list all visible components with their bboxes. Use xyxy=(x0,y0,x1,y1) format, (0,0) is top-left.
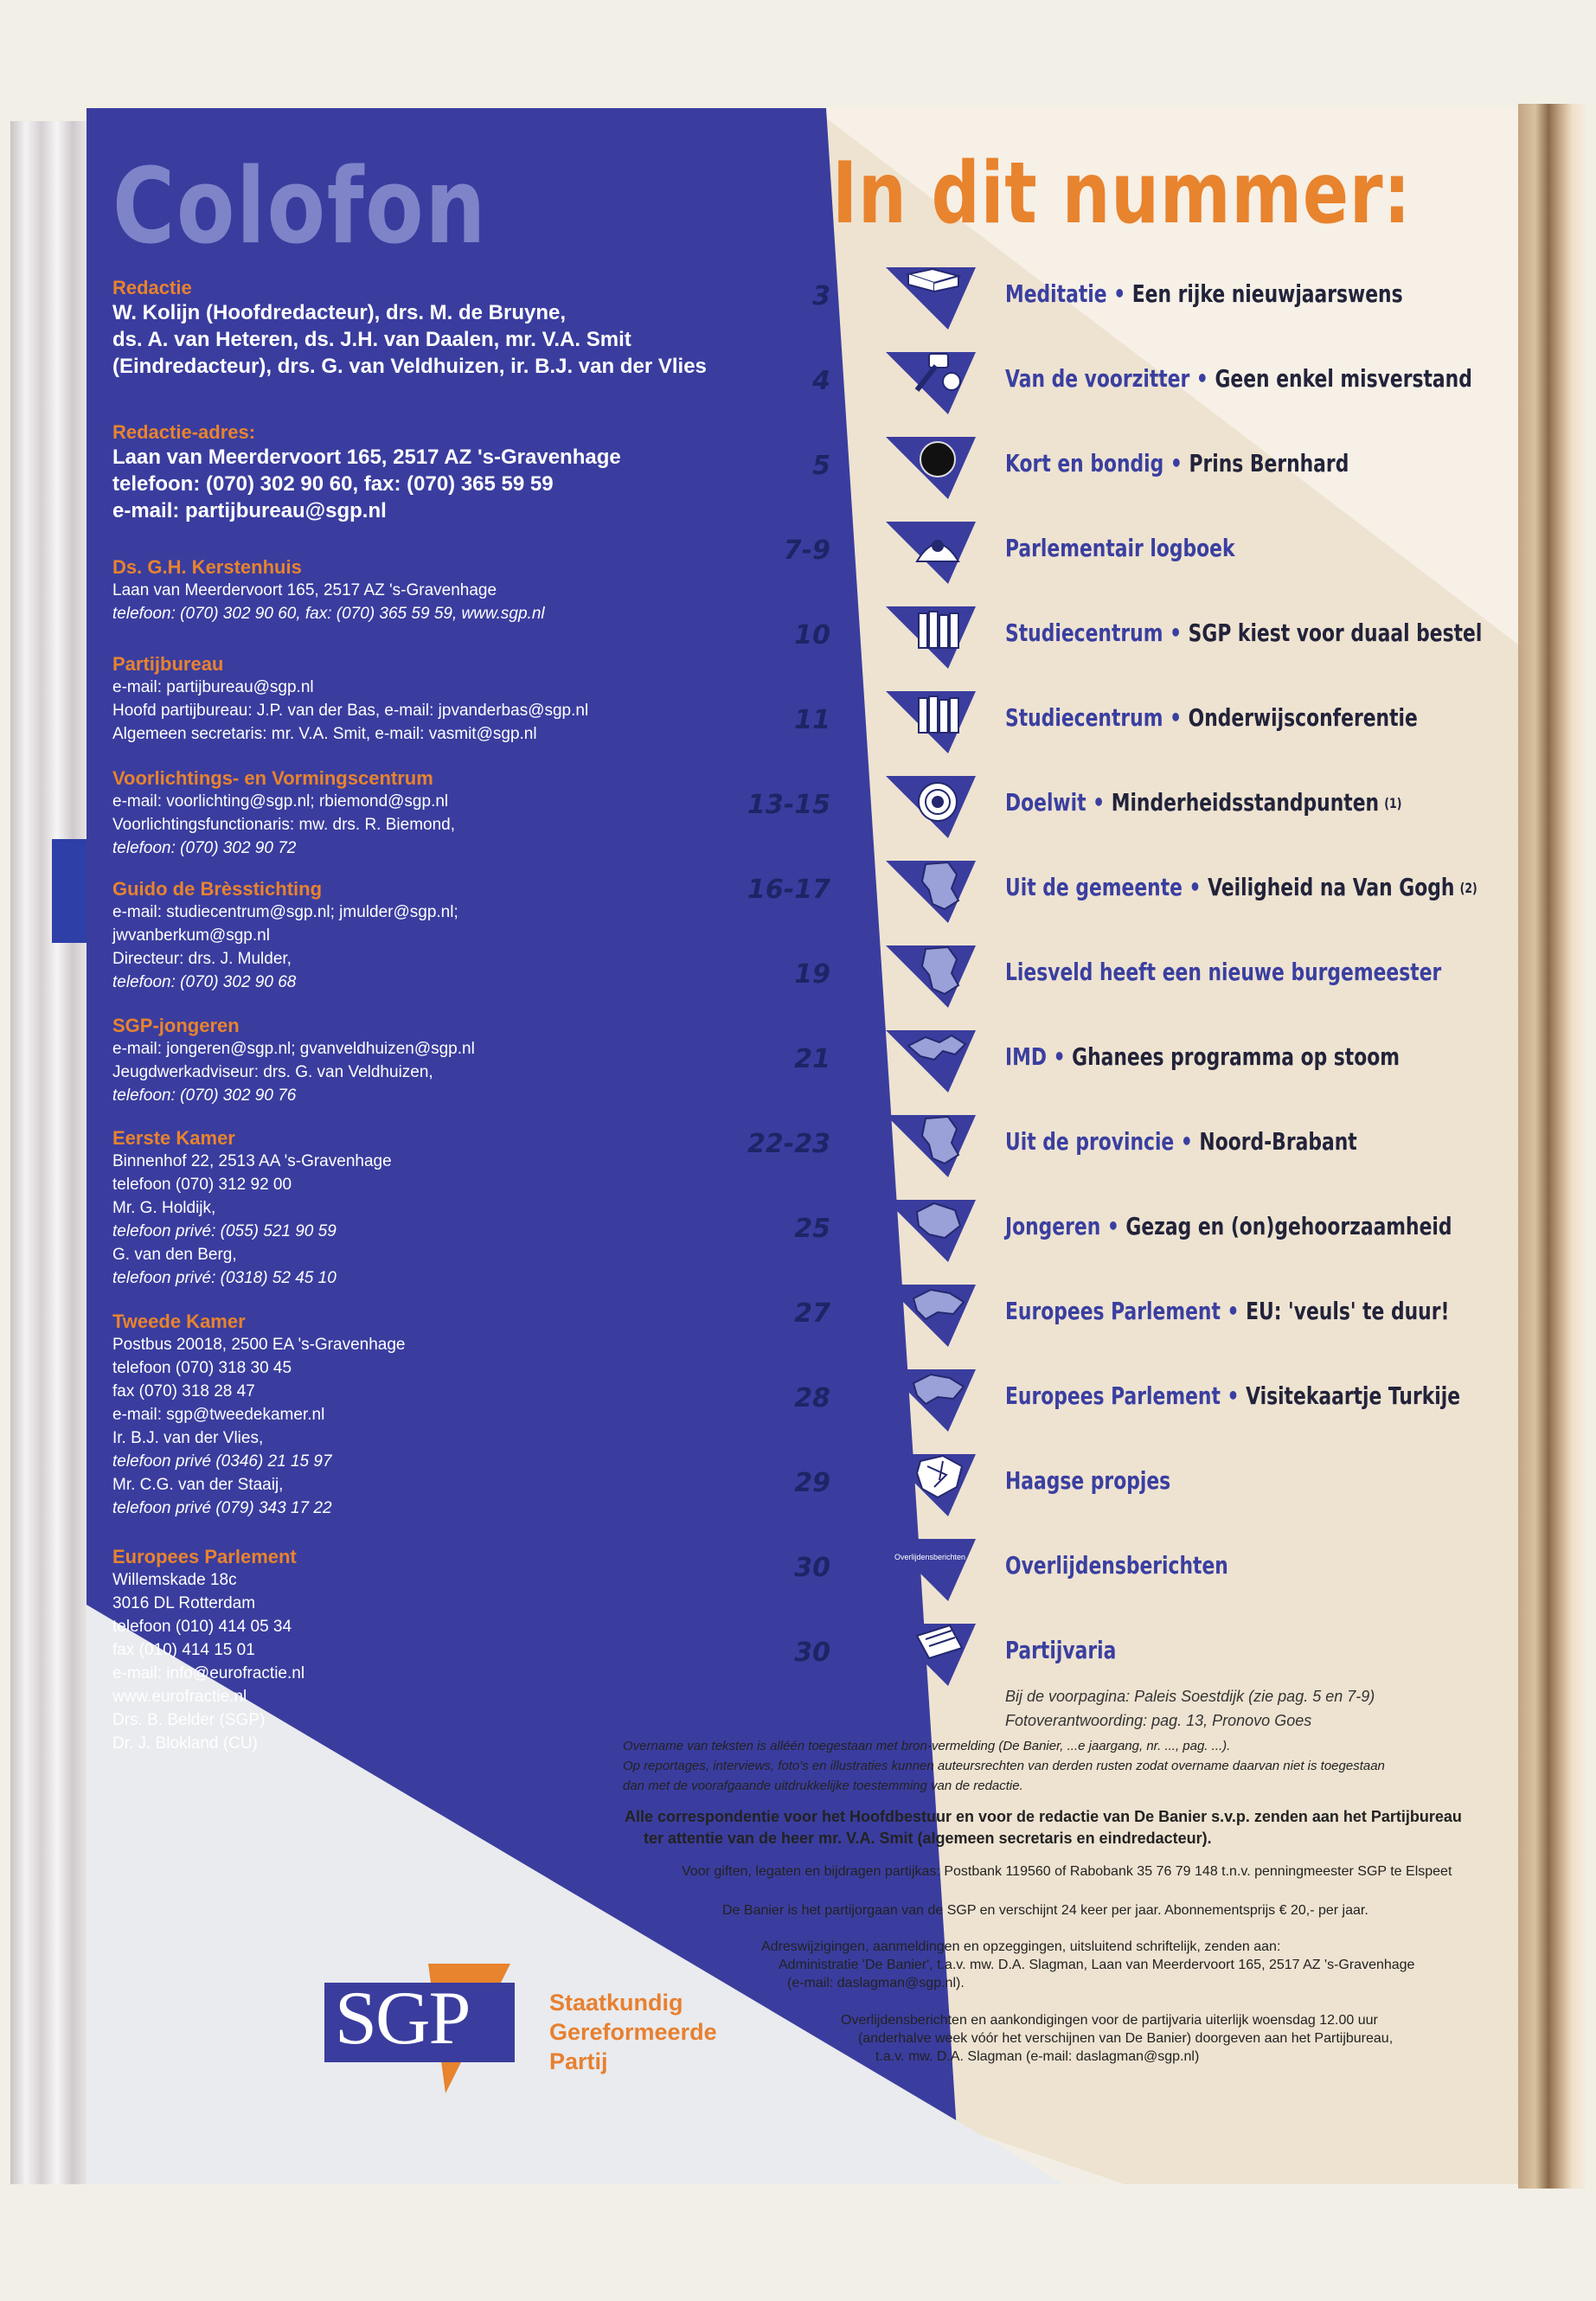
colofon-section xyxy=(112,1311,405,1520)
toc-section-label: Doelwit xyxy=(1005,788,1086,817)
colofon-section-line: Willemskade 18c xyxy=(112,1571,237,1589)
toc-bullet: • xyxy=(1100,1212,1126,1240)
toc-entry[interactable] xyxy=(1005,703,1418,733)
colofon-section-heading: Eerste Kamer xyxy=(112,1127,235,1149)
colofon-section xyxy=(112,767,455,860)
notepad-icon xyxy=(882,1618,977,1688)
toc-section-label: Jongeren xyxy=(1005,1212,1101,1240)
colofon-section-line: e-mail: studiecentrum@sgp.nl; jmulder@sgp.nl; xyxy=(112,903,458,921)
toc-page-number: 27 xyxy=(794,1298,830,1329)
sgp-name-line-2: Gereformeerde xyxy=(549,2019,717,2045)
toc-entry[interactable] xyxy=(1005,449,1349,478)
colofon-section-line: e-mail: voorlichting@sgp.nl; rbiemond@sgp.nl xyxy=(112,792,449,811)
colofon-section-line: Jeugdwerkadviseur: drs. G. van Veldhuizen, xyxy=(112,1063,433,1081)
toc-page-number: 19 xyxy=(794,959,830,990)
europe-map-icon xyxy=(882,1364,977,1433)
netherlands-map-icon xyxy=(882,1110,977,1179)
toc-entry[interactable] xyxy=(1005,1551,1228,1580)
colofon-section-line: Postbus 20018, 2500 EA 's-Gravenhage xyxy=(112,1336,406,1354)
toc-page-number: 21 xyxy=(794,1044,830,1074)
toc-entry[interactable] xyxy=(1005,1381,1460,1411)
colofon-section-line: Mr. G. Holdijk, xyxy=(112,1199,216,1217)
sgp-name-line-1: Staatkundig xyxy=(549,1990,683,2016)
toc-section-label: Studiecentrum xyxy=(1005,619,1163,647)
toc-bullet: • xyxy=(1174,1127,1200,1156)
toc-section-label: Partijvaria xyxy=(1005,1636,1117,1664)
toc-section-label: Uit de provincie xyxy=(1005,1127,1175,1156)
colofon-section-line: Hoofd partijbureau: J.P. van der Bas, e-mail: jpvanderbas@sgp.nl xyxy=(112,702,589,720)
toc-section-label: Overlijdensberichten xyxy=(1005,1551,1228,1580)
toc-page-number: 16-17 xyxy=(747,875,830,905)
toc-page-number: 11 xyxy=(794,705,830,735)
colofon-section-line: telefoon (070) 312 92 00 xyxy=(112,1176,292,1194)
address-changes-line-2: Administratie 'De Banier', t.a.v. mw. D.A. Slagman, Laan van Meerdervoort 165, 2517 AZ 's-Gravenhage xyxy=(779,1958,1415,1972)
toc-article-title: Prins Bernhard xyxy=(1189,449,1349,478)
toc-page-number: 25 xyxy=(794,1214,830,1244)
sgp-logo xyxy=(324,1972,515,2076)
colofon-section-heading: Redactie-adres: xyxy=(112,421,256,443)
toc-bullet: • xyxy=(1106,279,1132,308)
blue-tab-edge xyxy=(52,839,88,943)
address-changes-line-3: (e-mail: daslagman@sgp.nl). xyxy=(787,1976,965,1990)
copyright-line-3: dan met de voorafgaande uitdrukkelijke toestemming van de redactie. xyxy=(623,1779,1023,1793)
colofon-section-line: e-mail: partijbureau@sgp.nl xyxy=(112,678,314,696)
toc-section-label: Europees Parlement xyxy=(1005,1381,1221,1410)
correspondence-line-2: ter attentie van de heer mr. V.A. Smit (algemeen secretaris en eindredacteur). xyxy=(644,1830,1212,1847)
toc-entry[interactable] xyxy=(1005,958,1441,987)
banier-line: De Banier is het partijorgaan van de SGP en verschijnt 24 keer per jaar. Abonnementsprijs € 20,- per jaar. xyxy=(722,1903,1368,1918)
colofon-section-line: telefoon privé: (0318) 52 45 10 xyxy=(112,1269,337,1287)
colofon-section-heading: Redactie xyxy=(112,277,192,298)
copyright-line-2: Op reportages, interviews, foto's en illustraties kunnen auteursrechten van derden rusten zodat overname daarvan niet is toegestaan xyxy=(623,1759,1385,1773)
toc-section-label: Uit de gemeente xyxy=(1005,873,1183,901)
toc-entry[interactable] xyxy=(1005,1636,1116,1665)
toc-article-title: Veiligheid na Van Gogh xyxy=(1208,873,1455,901)
colofon-section-line: e-mail: info@eurofractie.nl xyxy=(112,1664,305,1682)
toc-bullet: • xyxy=(1163,703,1189,732)
colofon-section-line: telefoon privé: (055) 521 90 59 xyxy=(112,1222,337,1240)
toc-section-label: Kort en bondig xyxy=(1005,449,1164,478)
toc-entry[interactable] xyxy=(1005,1127,1357,1157)
toc-page-number: 3 xyxy=(812,281,830,311)
toc-article-title: EU: 'veuls' te duur! xyxy=(1246,1297,1450,1325)
colofon-section-line: e-mail: partijbureau@sgp.nl xyxy=(112,499,387,522)
colofon-section xyxy=(112,421,621,524)
toc-entry[interactable] xyxy=(1005,364,1472,394)
toc-article-title: Minderheidsstandpunten xyxy=(1111,788,1380,817)
toc-section-label: IMD xyxy=(1005,1042,1047,1071)
colofon-section xyxy=(112,1546,304,1755)
world-map-icon xyxy=(882,1025,977,1094)
colofon-section-line: e-mail: jongeren@sgp.nl; gvanveldhuizen@sgp.nl xyxy=(112,1040,475,1058)
colofon-section xyxy=(112,556,545,625)
toc-article-title: Een rijke nieuwjaarswens xyxy=(1131,279,1403,308)
toc-footnote-marker: (2) xyxy=(1459,880,1477,896)
colofon-section-line: Voorlichtingsfunctionaris: mw. drs. R. Biemond, xyxy=(112,816,456,834)
toc-page-number: 13-15 xyxy=(747,790,830,820)
colofon-section-line: Laan van Meerdervoort 165, 2517 AZ 's-Gravenhage xyxy=(112,581,497,599)
page-stack-left xyxy=(10,121,88,2184)
toc-entry[interactable] xyxy=(1005,873,1477,903)
paper-ball-icon xyxy=(882,1449,977,1518)
colofon-section xyxy=(112,878,458,994)
toc-section-label: Parlementair logboek xyxy=(1005,534,1235,562)
colofon-section-line: fax (070) 318 28 47 xyxy=(112,1382,255,1400)
books-icon xyxy=(882,686,977,755)
colofon-section-line: telefoon: (070) 302 90 76 xyxy=(112,1086,297,1105)
colofon-section-heading: Europees Parlement xyxy=(112,1546,297,1567)
toc-section-label: Liesveld heeft een nieuwe burgemeester xyxy=(1005,958,1442,986)
toc-entry[interactable] xyxy=(1005,1042,1400,1072)
colofon-section-line: e-mail: sgp@tweedekamer.nl xyxy=(112,1406,325,1424)
colofon-section-line: telefoon privé (079) 343 17 22 xyxy=(112,1499,332,1517)
toc-page-number: 22-23 xyxy=(747,1129,830,1159)
colofon-section xyxy=(112,1127,392,1290)
colofon-section xyxy=(112,653,588,746)
colofon-section-line: Drs. B. Belder (SGP) xyxy=(112,1711,266,1729)
colofon-section-line: Algemeen secretaris: mr. V.A. Smit, e-mail: vasmit@sgp.nl xyxy=(112,725,537,743)
sgp-logo-letters: SGP xyxy=(335,1977,470,2061)
toc-section-label: Europees Parlement xyxy=(1005,1297,1221,1325)
toc-section-label: Van de voorzitter xyxy=(1005,364,1190,393)
toc-bullet: • xyxy=(1220,1297,1247,1325)
colofon-section-line: jwvanberkum@sgp.nl xyxy=(112,926,270,945)
colofon-section-line: G. van den Berg, xyxy=(112,1246,237,1264)
toc-page-number: 10 xyxy=(794,620,830,651)
colofon-section-line: (Eindredacteur), drs. G. van Veldhuizen, ir. B.J. van der Vlies xyxy=(112,355,707,378)
toc-bullet: • xyxy=(1163,449,1189,478)
colofon-section-line: telefoon (010) 414 05 34 xyxy=(112,1618,292,1636)
toc-entry[interactable] xyxy=(1005,534,1234,563)
colofon-section-heading: SGP-jongeren xyxy=(112,1015,240,1036)
cover-note: Bij de voorpagina: Paleis Soestdijk (zie pag. 5 en 7-9) xyxy=(1005,1688,1375,1705)
colofon-section-heading: Partijbureau xyxy=(112,653,224,675)
toc-page-number: 30 xyxy=(794,1638,830,1668)
gavel-icon xyxy=(882,347,977,416)
colofon-section-line: telefoon: (070) 302 90 60, fax: (070) 365 59 59 xyxy=(112,472,554,496)
correspondence-line-1: Alle correspondentie voor het Hoofdbestuur en voor de redactie van De Banier s.v.p. zenden aan het Partijbureau xyxy=(625,1808,1462,1825)
colofon-section-heading: Voorlichtings- en Vormingscentrum xyxy=(112,767,433,789)
colofon-section-line: Dr. J. Blokland (CU) xyxy=(112,1734,258,1753)
toc-article-title: Visitekaartje Turkije xyxy=(1246,1381,1461,1410)
toc-entry[interactable] xyxy=(1005,279,1403,309)
colofon-section-heading: Tweede Kamer xyxy=(112,1311,246,1332)
obituary-icon xyxy=(882,1534,977,1603)
colofon-section-line: telefoon (070) 318 30 45 xyxy=(112,1359,292,1377)
toc-section-label: Studiecentrum xyxy=(1005,703,1163,732)
toc-article-title: Ghanees programma op stoom xyxy=(1072,1042,1401,1071)
toc-section-label: Haagse propjes xyxy=(1005,1466,1171,1495)
toc-section-label: Meditatie xyxy=(1005,279,1107,308)
toc-page-number: 30 xyxy=(794,1553,830,1583)
globe-icon xyxy=(882,1195,977,1264)
colofon-section-line: W. Kolijn (Hoofdredacteur), drs. M. de Bruyne, xyxy=(112,301,567,324)
parliament-icon xyxy=(882,516,977,586)
colofon-section xyxy=(112,277,707,380)
books-icon xyxy=(882,601,977,670)
colofon-title: Colofon xyxy=(112,147,488,267)
magazine-page xyxy=(87,108,1518,2184)
toc-bullet: • xyxy=(1086,788,1112,817)
colofon-section-line: telefoon privé (0346) 21 15 97 xyxy=(112,1452,332,1471)
toc-article-title: SGP kiest voor duaal bestel xyxy=(1188,619,1483,647)
contents-title: In dit nummer: xyxy=(832,144,1412,243)
colofon-section-line: Mr. C.G. van der Staaij, xyxy=(112,1476,284,1494)
toc-page-number: 5 xyxy=(812,451,830,481)
europe-map-icon xyxy=(882,1279,977,1349)
colofon-section-line: 3016 DL Rotterdam xyxy=(112,1594,256,1612)
photo-note: Fotoverantwoording: pag. 13, Pronovo Goes xyxy=(1005,1712,1312,1729)
donations-line: Voor giften, legaten en bijdragen partijkas: Postbank 119560 of Rabobank 35 76 79 148 t.n.v. penningmeester SGP te Elspeet xyxy=(682,1864,1452,1879)
toc-page-number: 7-9 xyxy=(783,535,830,566)
page-stack-right xyxy=(1518,104,1586,2189)
bible-icon xyxy=(882,262,977,331)
target-icon xyxy=(882,771,977,840)
netherlands-map-icon xyxy=(882,856,977,925)
colofon-section-heading: Ds. G.H. Kerstenhuis xyxy=(112,556,302,578)
obituaries-line-3: t.a.v. mw. D.A. Slagman (e-mail: daslagman@sgp.nl) xyxy=(875,2049,1200,2064)
toc-bullet: • xyxy=(1189,364,1215,393)
toc-entry[interactable] xyxy=(1005,619,1482,648)
netherlands-map-icon xyxy=(882,940,977,1009)
obituaries-line-2: (anderhalve week vóór het verschijnen van De Banier) doorgeven aan het Partijbureau, xyxy=(858,2031,1394,2046)
toc-bullet: • xyxy=(1163,619,1189,647)
toc-article-title: Gezag en (on)gehoorzaamheid xyxy=(1125,1212,1452,1240)
colofon-section-line: telefoon: (070) 302 90 72 xyxy=(112,839,297,857)
colofon-section-heading: Guido de Brèsstichting xyxy=(112,878,323,900)
toc-article-title: Noord-Brabant xyxy=(1199,1127,1357,1156)
toc-page-number: 28 xyxy=(794,1383,830,1413)
sgp-name-line-3: Partij xyxy=(549,2048,608,2074)
address-changes-line-1: Adreswijzigingen, aanmeldingen en opzeggingen, uitsluitend schriftelijk, zenden aan: xyxy=(761,1939,1281,1954)
toc-bullet: • xyxy=(1046,1042,1073,1071)
colofon-section-line: Laan van Meerdervoort 165, 2517 AZ 's-Gravenhage xyxy=(112,445,621,469)
toc-page-number: 4 xyxy=(812,366,830,396)
toc-entry[interactable] xyxy=(1005,788,1401,818)
obituaries-line-1: Overlijdensberichten en aankondigingen voor de partijvaria uiterlijk woensdag 12.00 uur xyxy=(841,2013,1378,2028)
copyright-line-1: Overname van teksten is alléén toegestaan met bron-vermelding (De Banier, ...e jaargang, nr. ..., pag. ...). xyxy=(623,1739,1231,1753)
toc-bullet: • xyxy=(1182,873,1208,901)
toc-page-number: 29 xyxy=(794,1468,830,1498)
toc-entry[interactable] xyxy=(1005,1297,1449,1326)
colofon-section-line: Directeur: drs. J. Mulder, xyxy=(112,950,292,968)
circle-icon xyxy=(882,432,977,501)
colofon-section-line: telefoon: (070) 302 90 60, fax: (070) 365 59 59, www.sgp.nl xyxy=(112,605,545,623)
toc-article-title: Geen enkel misverstand xyxy=(1215,364,1472,393)
toc-footnote-marker: (1) xyxy=(1384,795,1402,811)
toc-entry[interactable] xyxy=(1005,1466,1170,1496)
colofon-section-line: telefoon: (070) 302 90 68 xyxy=(112,973,297,991)
colofon-section-line: www.eurofractie.nl xyxy=(112,1688,247,1706)
toc-entry[interactable] xyxy=(1005,1212,1452,1241)
obituary-icon-label: Overlijdensberichten xyxy=(894,1553,966,1561)
colofon-section-line: Ir. B.J. van der Vlies, xyxy=(112,1429,264,1447)
toc-article-title: Onderwijsconferentie xyxy=(1188,703,1418,732)
colofon-section-line: fax (010) 414 15 01 xyxy=(112,1641,255,1659)
colofon-section xyxy=(112,1015,475,1107)
toc-bullet: • xyxy=(1220,1381,1247,1410)
colofon-section-line: ds. A. van Heteren, ds. J.H. van Daalen, mr. V.A. Smit xyxy=(112,328,631,351)
colofon-section-line: Binnenhof 22, 2513 AA 's-Gravenhage xyxy=(112,1152,392,1170)
